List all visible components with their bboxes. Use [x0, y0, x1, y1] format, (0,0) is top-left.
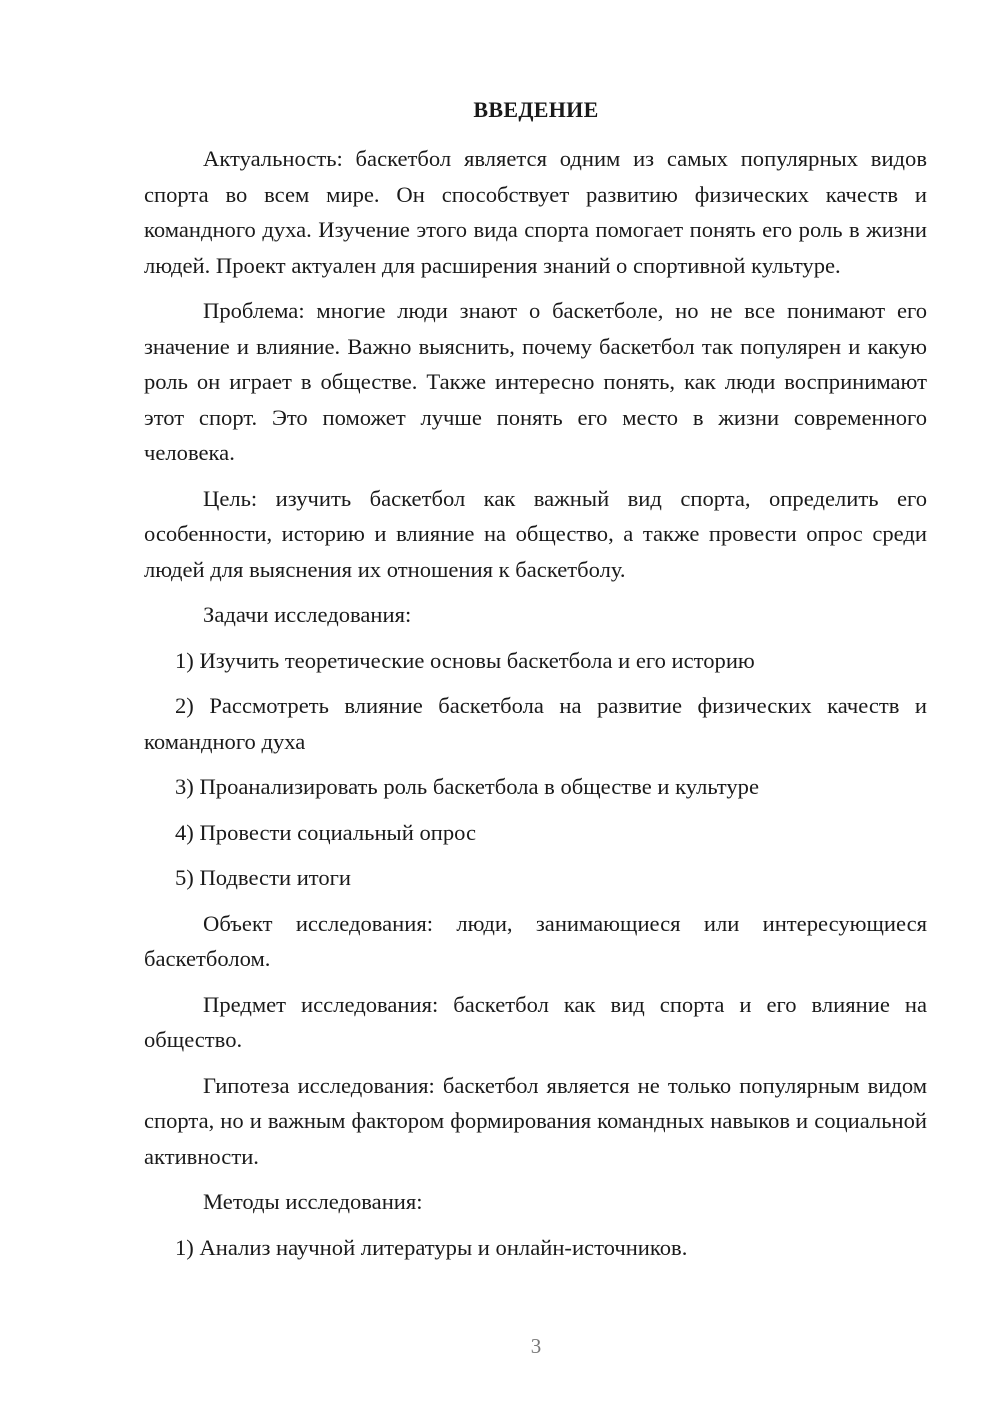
- list-item-task-1: 1) Изучить теоретические основы баскетбола и его историю: [175, 647, 755, 673]
- list-item-task-2: 2) Рассмотреть влияние баскетбола на развитие физических качеств и командного духа: [144, 693, 927, 754]
- list-item-task-5: 5) Подвести итоги: [175, 865, 352, 890]
- problem-paragraph: Проблема: многие люди знают о баскетболе, но не все понимают его значение и влияние. Важно выяснить, почему баскетбол так популярен и какую роль он играет в обществе. Также интересно понять, как люди воспринимают этот спорт. Это поможет лучше понять его место в жизни современного человека.: [144, 298, 927, 465]
- methods-title: Методы исследования:: [203, 1189, 423, 1214]
- list-item-method-1: 1) Анализ научной литературы и онлайн-источников.: [175, 1234, 688, 1260]
- goal-paragraph: Цель: изучить баскетбол как важный вид спорта, определить его особенности, историю и влияние на общество, а также провести опрос среди людей для выяснения их отношения к баскетболу.: [144, 485, 927, 582]
- page-number: 3: [530, 1334, 542, 1358]
- subject-paragraph: Предмет исследования: баскетбол как вид спорта и его влияние на общество.: [144, 991, 927, 1052]
- list-item-task-4: 4) Провести социальный опрос: [175, 819, 477, 845]
- relevance-paragraph: Актуальность: баскетбол является одним из самых популярных видов спорта во всем мире. Он способствует развитию физических качеств и командного духа. Изучение этого вида спорта помогает понять его роль в жизни людей. Проект актуален для расширения знаний о спортивной культуре.: [144, 146, 927, 278]
- page-title: ВВЕДЕНИЕ: [473, 97, 599, 122]
- document-body: [144, 141, 927, 1275]
- list-item-task-3: 3) Проанализировать роль баскетбола в обществе и культуре: [175, 774, 760, 799]
- tasks-title: Задачи исследования:: [203, 602, 412, 627]
- hypothesis-paragraph: Гипотеза исследования: баскетбол является не только популярным видом спорта, но и важным фактором формирования командных навыков и социальной активности.: [144, 1072, 927, 1169]
- object-paragraph: Объект исследования: люди, занимающиеся или интересующиеся баскетболом.: [144, 910, 927, 971]
